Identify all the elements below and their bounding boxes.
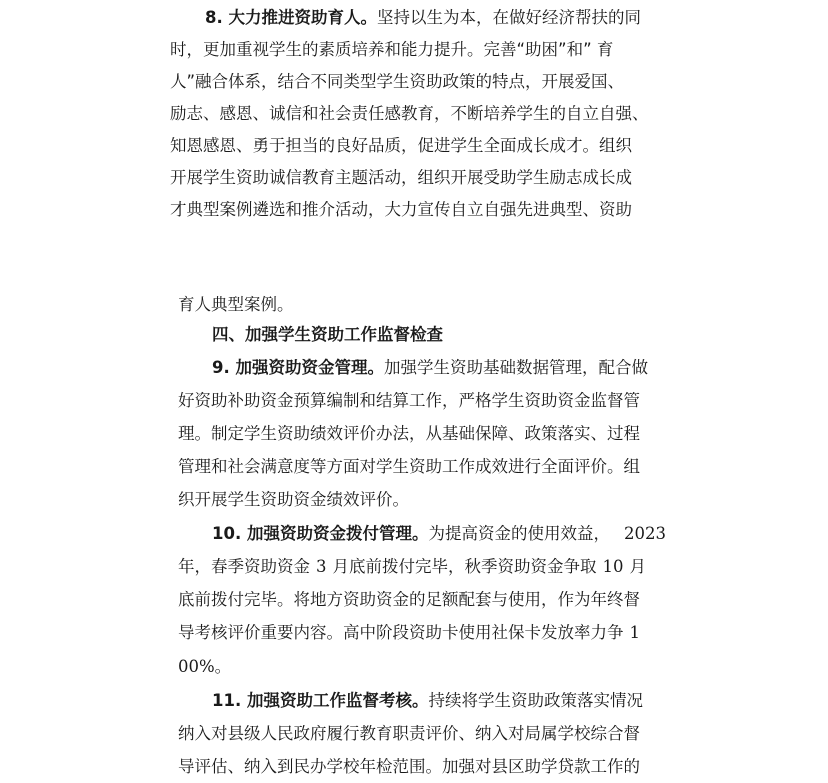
para-8-line-3: 人”融合体系，结合不同类型学生资助政策的特点，开展爱国、: [170, 72, 625, 91]
para-10-text-e: 月: [629, 557, 646, 576]
para-11-heading: 11. 加强资助工作监督考核。: [212, 691, 429, 710]
para-10-heading: 10. 加强资助资金拨付管理。: [212, 524, 429, 543]
para-8-text: 坚持以生为本，在做好经济帮扶的同: [377, 8, 641, 27]
para-10-line-4: [178, 623, 640, 643]
para-10-line-3: 底前拨付完毕。将地方资助资金的足额配套与使用，作为年终督: [178, 590, 640, 609]
para-10-text-a: 年，春季资助资金: [178, 557, 310, 576]
para-8-line-1: [205, 8, 641, 28]
section-heading: 四、加强学生资助工作监督检查: [212, 325, 443, 344]
month-10: 10: [602, 557, 624, 576]
para-8-line-7: 才典型案例遴选和推介活动，大力宣传自立自强先进典型、资助: [170, 200, 632, 219]
para-10-line-5: 00%。: [178, 657, 232, 676]
para-8-line-2: 时，更加重视学生的素质培养和能力提升。完善“助困”和” 育: [170, 40, 614, 59]
para-10-line-2: [178, 557, 646, 577]
month-3: 3: [316, 557, 327, 576]
para-9-line-4: 管理和社会满意度等方面对学生资助工作成效进行全面评价。组: [178, 457, 640, 476]
para-8-line-5: 知恩感恩、勇于担当的良好品质，促进学生全面成长成才。组织: [170, 136, 632, 155]
rate-digit: 1: [629, 623, 640, 642]
para-9-text: 加强学生资助基础数据管理，配合做: [384, 358, 648, 377]
para-9-line-2: 好资助补助资金预算编制和结算工作，严格学生资助资金监督管: [178, 391, 640, 410]
para-10-text: 为提高资金的使用效益，: [428, 524, 610, 543]
para-8-line-4: 励志、感恩、诚信和社会责任感教育，不断培养学生的自立自强、: [170, 104, 649, 123]
para-9-heading: 9. 加强资助资金管理。: [212, 358, 384, 377]
para-11-line-2: 纳入对县级人民政府履行教育职责评价、纳入对局属学校综合督: [178, 724, 640, 743]
para-8-line-6: 开展学生资助诚信教育主题活动，组织开展受助学生励志成长成: [170, 168, 632, 187]
para-9-line-5: 织开展学生资助资金绩效评价。: [178, 490, 409, 509]
para-10-text-c: 月底前拨付完毕，秋季资助资金争取: [332, 557, 597, 576]
para-11-line-3: 导评估、纳入到民办学校年检范围。加强对县区助学贷款工作的: [178, 757, 640, 776]
year-number: 2023: [623, 524, 666, 543]
para-10-text-4a: 导考核评价重要内容。高中阶段资助卡使用社保卡发放率力争: [178, 623, 624, 642]
para-8-line-8: 育人典型案例。: [178, 295, 294, 314]
para-9-line-1: [212, 358, 648, 378]
para-11-text: 持续将学生资助政策落实情况: [428, 691, 643, 710]
para-8-heading: 8. 大力推进资助育人。: [205, 8, 377, 27]
para-10-line-1: [212, 524, 666, 544]
para-11-line-1: [212, 691, 643, 711]
para-9-line-3: 理。制定学生资助绩效评价办法，从基础保障、政策落实、过程: [178, 424, 640, 443]
